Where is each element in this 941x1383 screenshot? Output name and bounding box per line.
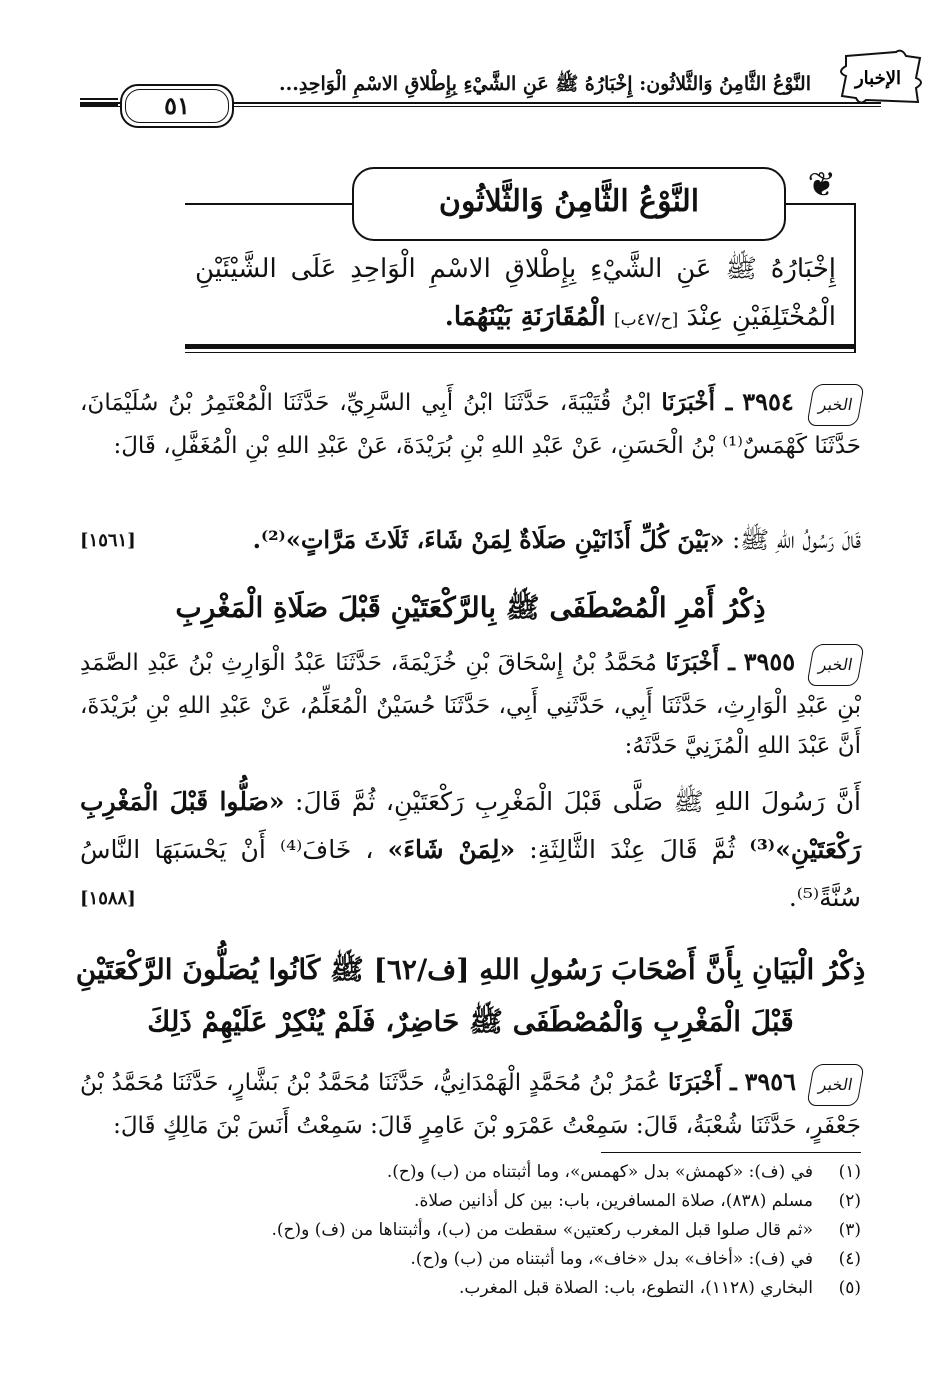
hadith-number: ٣٩٥٥ (743, 647, 796, 676)
footnote-text: البخاري (١١٢٨)، التطوع، باب: الصلاة قبل المغرب. (459, 1278, 813, 1298)
isnad: عُمَرُ بْنُ مُحَمَّدٍ الْهَمْدَانِيُّ، حَدَّثَنَا مُحَمَّدُ بْنُ بَشَّارٍ، حَدَّثَنَا مُحَمَّدُ بْنُ جَعْفَرٍ، حَدَّثَنَا شُعْبَةُ، قَالَ: سَمِعْتُ عَمْرَو بْنَ عَامِرٍ قَالَ: سَمِعْتُ أَنَسَ بْنَ مَالِكٍ قَالَ: (80, 1070, 861, 1139)
page-number: ٥١ (120, 84, 234, 128)
footnote (80, 1245, 861, 1274)
hadith-3955 (80, 642, 861, 766)
matn-3955 (80, 778, 861, 922)
footnote-number: (٢) (838, 1191, 861, 1211)
running-title-rest: إِخْبَارُهُ ﷺ عَنِ الشَّيْءِ بِإِطْلاقِ الاسْمِ الْوَاحِدِ... (278, 73, 633, 95)
chapter-heading-2 (60, 944, 881, 1048)
chapter-heading: ذِكْرُ أَمْرِ الْمُصْطَفَى ﷺ بِالرَّكْعَتَيْنِ قَبْلَ صَلَاةِ الْمَغْرِبِ (175, 591, 766, 624)
footnote-text: في (ف): «كهمش» بدل «كهمس»، وما أثبتناه من (ب) و(ح). (386, 1162, 813, 1182)
hadith-3954 (80, 382, 861, 466)
section-title: النَّوْعُ الثَّامِنُ وَالثَّلاثُون (352, 167, 786, 241)
section-subtitle-line-1: إِخْبَارُهُ ﷺ عَنِ الشَّيْءِ بِإِطْلاقِ الاسْمِ الْوَاحِدِ عَلَى الشَّيْئَيْنِ الْمُخْتَلِفَيْنِ (195, 254, 836, 332)
footnote-text: في (ف): «أخاف» بدل «خاف»، وما أثبتناه من (ب) و(ح). (410, 1249, 813, 1269)
hadith-ref: [١٥٨٨] (80, 888, 136, 909)
akhbarana: ـ أَخْبَرَنَا (668, 1069, 737, 1096)
footnote (80, 1158, 861, 1187)
matn-c: ثُمَّ قَالَ عِنْدَ الثَّالِثَةِ: (529, 835, 736, 864)
book-label: الإخبار (854, 68, 902, 89)
matn-3954 (80, 518, 861, 562)
footnote (80, 1216, 861, 1245)
chevron-icon: الخبر (806, 384, 865, 426)
hadith-ref: [١٥٦١] (80, 530, 136, 551)
manuscript-ref: [ح/٤٧ب] (614, 310, 679, 330)
footnote (80, 1187, 861, 1216)
isnad: ابْنُ قُتَيْبَةَ، حَدَّثَنَا ابْنُ أَبِي السَّرِيِّ، حَدَّثَنَا الْمُعْتَمِرُ بْنُ سُلَيْمَانَ، حَدَّثَنَا كَهْمَسٌ⁽¹⁾ بْنُ الْحَسَنِ، عَنْ عَبْدِ اللهِ بْنِ بُرَيْدَةَ، عَنْ عَبْدِ اللهِ بْنِ الْمُغَفَّلِ، قَالَ: (80, 390, 861, 459)
matn-d: «لِمَنْ شَاءَ» (387, 835, 516, 864)
section-subtitle (195, 245, 836, 344)
matn-a: أَنَّ رَسُولَ اللهِ ﷺ صَلَّى قَبْلَ الْمَغْرِبِ رَكْعَتَيْنِ، ثُمَّ قَالَ: (295, 787, 861, 816)
footnote-number: (٤) (838, 1249, 861, 1269)
footnote-text: مسلم (٨٣٨)، صلاة المسافرين، باب: بين كل أذانين صلاة. (414, 1191, 813, 1211)
section-rule-thick (185, 344, 856, 349)
matn-b: «صَلُّوا قَبْلَ الْمَغْرِبِ رَكْعَتَيْنِ»⁽³⁾ (80, 787, 861, 864)
chevron-icon: الخبر (806, 1064, 865, 1106)
section-rule-thin (185, 352, 856, 353)
footnote-number: (١) (838, 1162, 861, 1182)
running-title-lead: النَّوْعُ الثَّامِنُ وَالثَّلاثُون: (639, 73, 811, 95)
running-header (80, 58, 902, 122)
footnote-number: (٣) (838, 1220, 861, 1240)
chevron-icon: الخبر (806, 644, 865, 686)
heading-line-2: قَبْلَ الْمَغْرِبِ وَالْمُصْطَفَى ﷺ حَاضِرٌ، فَلَمْ يُنْكِرْ عَلَيْهِمْ ذَلِكَ (147, 1005, 794, 1038)
page-number-rule-2 (80, 104, 118, 106)
hadith-number: ٣٩٥٦ (744, 1067, 797, 1096)
isnad: مُحَمَّدُ بْنُ إِسْحَاقَ بْنِ خُزَيْمَةَ، حَدَّثَنَا عَبْدُ الْوَارِثِ بْنُ عَبْدِ الصَّمَدِ بْنِ عَبْدِ الْوَارِثِ، حَدَّثَنَا أَبِي، حَدَّثَنِي أَبِي، حَدَّثَنَا حُسَيْنٌ الْمُعَلِّمُ، عَنْ عَبْدِ اللهِ بْنِ بُرَيْدَةَ، أَنَّ عَبْدَ اللهِ الْمُزَنِيَّ حَدَّثَهُ: (80, 650, 861, 759)
matn-e: ، خَافَ⁽⁴⁾ أَنْ يَحْسَبَهَا النَّاسُ سُنَّةً⁽⁵⁾. (80, 835, 861, 912)
akhbarana: ـ أَخْبَرَنَا (661, 389, 733, 416)
running-title (279, 72, 811, 100)
footnote (80, 1274, 861, 1303)
hadith-number: ٣٩٥٤ (742, 387, 794, 416)
footnotes (80, 1158, 861, 1303)
floral-ornament-icon: ❦ (807, 165, 836, 205)
akhbarana: ـ أَخْبَرَنَا (665, 649, 736, 676)
footnote-number: (٥) (838, 1278, 861, 1298)
section-subtitle-2b: الْمُقَارَنَةِ بَيْنَهُمَا. (444, 302, 606, 332)
matn: «بَيْنَ كُلِّ أَذَانَيْنِ صَلَاةٌ لِمَنْ شَاءَ، ثَلَاثَ مَرَّاتٍ»⁽²⁾. (252, 525, 725, 554)
section-block (185, 155, 856, 355)
footnote-rule (601, 1152, 861, 1153)
frame-line (185, 203, 356, 205)
page-number-rule (80, 98, 118, 100)
hadith-3956 (80, 1062, 861, 1146)
puzzle-ornament-icon (836, 48, 926, 106)
matn-lead: قَالَ رَسُولُ اللهِ ﷺ: (732, 526, 861, 554)
section-subtitle-2a: عِنْدَ (686, 302, 724, 332)
frame-line (854, 203, 856, 353)
footnote-text: «ثم قال صلوا قبل المغرب ركعتين» سقطت من (ب)، وأثبتناها من (ف) و(ح). (271, 1220, 813, 1240)
heading-line-1: ذِكْرُ الْبَيَانِ بِأَنَّ أَصْحَابَ رَسُولِ اللهِ [ف/٦٢] ﷺ كَانُوا يُصَلُّونَ الرَّكْعَتَيْنِ (75, 953, 866, 986)
